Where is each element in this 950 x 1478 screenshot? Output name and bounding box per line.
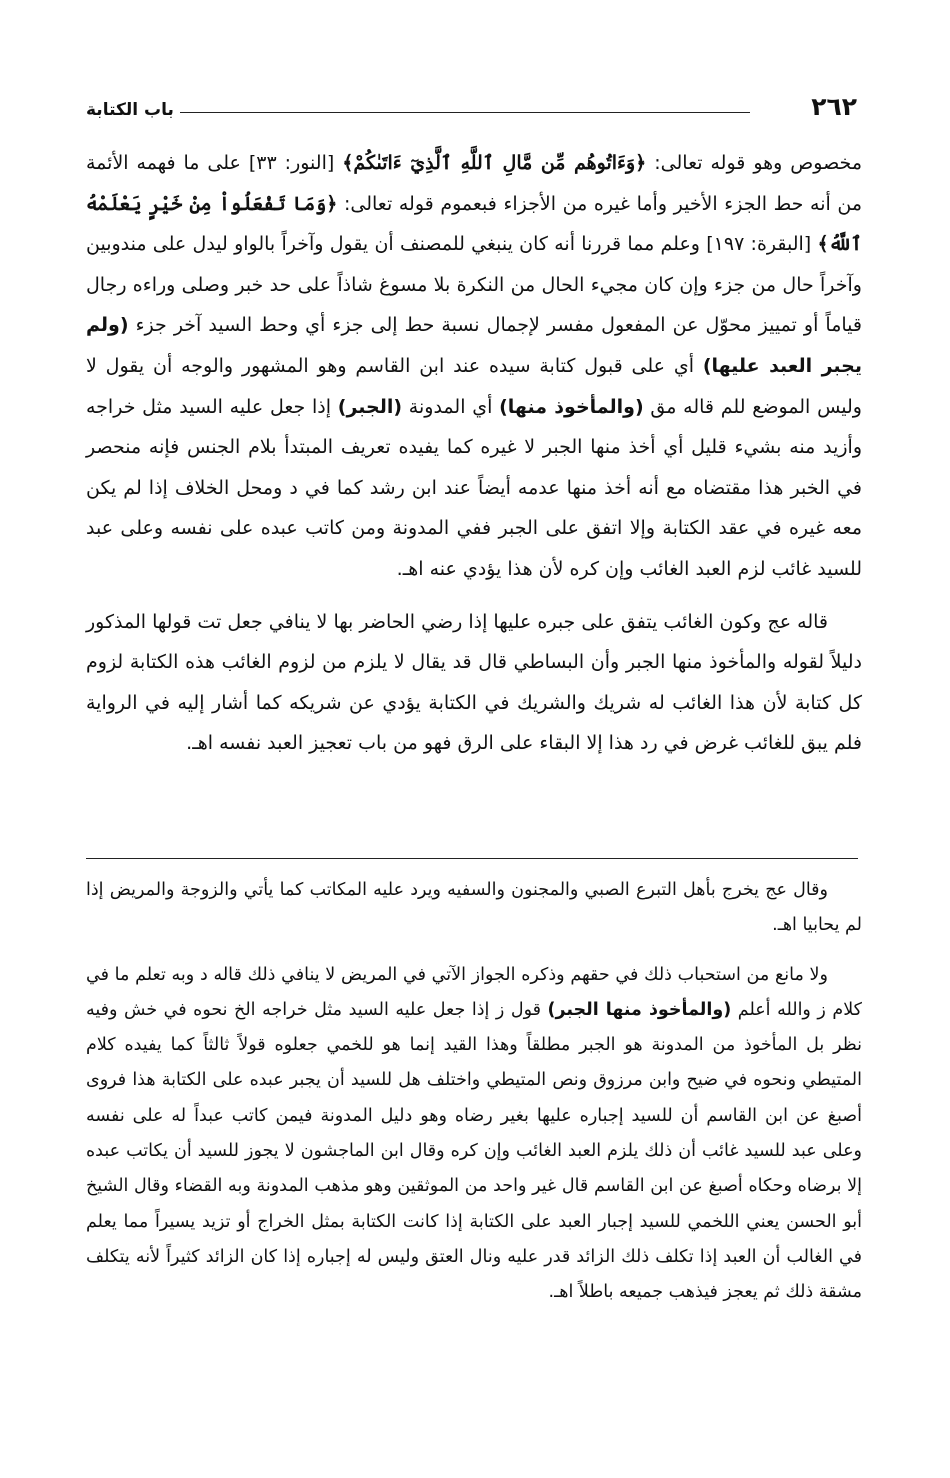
text-run: إذا جعل عليه السيد مثل خراجه وأزيد منه بشيء قليل أي أخذ منها الجبر لا غيره كما يفيده تعريف المبتدأ بلام الجنس فإنه منحصر في الخبر هذا مقتضاه مع أنه أخذ منها عدمه أيضاً عند ابن رشد كما في د ومحل الخلاف إذا لم يكن معه غيره في عقد الكتابة وإلا اتفق على الجبر ففي المدونة ومن كاتب عبده على نفسه وعلى عبد للسيد غائب لزم العبد الغائب وإن كره لأن هذا يؤدي عنه اهـ. bbox=[86, 395, 862, 580]
note-paragraph-1: وقال عج يخرج بأهل التبرع الصبي والمجنون والسفيه ويرد عليه المكاتب كما يأتي والزوجة والمريض إذا لم يحابيا اهـ. bbox=[86, 880, 862, 936]
matn-quote: (والمأخوذ منها) bbox=[499, 395, 644, 418]
header-rule bbox=[180, 112, 750, 113]
text-run: [النور: ٣٣] على ما فهمه الأئمة من أنه حط الجزء الأخير وأما غيره من الأجزاء فبعموم قوله تعالى: bbox=[86, 152, 863, 215]
matn-quote: (والمأخوذ منها الجبر) bbox=[547, 999, 732, 1020]
text-run: أي على قبول كتابة سيده عند ابن القاسم وهو المشهور والوجه أن يقول لا وليس الموضع للم قاله مق bbox=[86, 354, 862, 418]
text-run: [البقرة: ١٩٧] وعلم مما قررنا أنه كان ينبغي للمصنف أن يقول وآخراً بالواو ليدل على مندوبين وآخراً حال من جزء وإن كان مجيء الحال من النكرة بلا مسوغ شاذاً على حد خبر وصلى وراءه رجال قياماً أو تمييز محوّل عن المفعول مفسر لإجمال نسبة حط إلى جزء أي وحط السيد آخر جزء bbox=[86, 233, 862, 337]
matn-quote: (الجبر) bbox=[337, 395, 403, 418]
text-run: ولا مانع من استحباب ذلك في حقهم وذكره الجواز الآتي في المريض لا ينافي ذلك قاله د وبه تعلم ما في كلام ز والله أعلم bbox=[86, 964, 863, 1020]
main-paragraph-1 bbox=[86, 143, 862, 590]
chapter-title: باب الكتابة bbox=[86, 100, 174, 120]
commentary-notes bbox=[86, 873, 862, 1311]
quran-verse-nur: ﴿وَءَاتُوهُم مِّن مَّالِ ٱللَّهِ ٱلَّذِيٓ ءَاتَىٰكُمْ﴾ bbox=[342, 152, 647, 174]
page-header bbox=[86, 88, 857, 122]
text-run: قول ز إذا جعل عليه السيد مثل خراجه الخ نحوه في خش وفيه نظر بل المأخوذ من المدونة هو الجبر مطلقاً وهذا القيد إنما هو للخمي جعلوه قولاً ثالثاً كما يفيده كلام المتيطي ونحوه في ضيح وابن مرزوق ونص المتيطي واختلف هل للسيد أن يجبر عبده على الكتابة هذا فروى أصبغ عن ابن القاسم أن للسيد إجباره عليها بغير رضاه وهو دليل المدونة فيمن كاتب عبداً له على نفسه وعلى عبد للسيد غائب أن ذلك يلزم العبد الغائب وإن كره وقال ابن الماجشون لا يجوز للسيد أن يكاتب عبده إلا برضاه وحكاه أصبغ عن ابن القاسم قال غير واحد من الموثقين وهو مذهب المدونة وبه القضاء وقال الشيخ أبو الحسن يعني اللخمي للسيد إجبار العبد على الكتابة إذا كانت الكتابة بمثل الخراج أو تزيد يسيراً مما يعلم في الغالب أن العبد إذا تكلف ذلك الزائد قدر عليه ونال العتق وليس له إجباره إذا كان الزائد كثيراً لأنه يتكلف مشقة ذلك ثم يعجز فيذهب جميعه باطلاً اهـ. bbox=[86, 999, 862, 1303]
matn-quote: (ولم يجبر العبد عليها) bbox=[86, 314, 862, 377]
main-paragraph-2: قاله عج وكون الغائب يتفق على جبره عليها إذا رضي الحاضر بها لا ينافي جعل تت قولها المذكور دليلاً لقوله والمأخوذ منها الجبر وأن البساطي قال قد يقال لا يلزم من لزوم الغائب هذه الكتابة لزوم كل كتابة لأن هذا الغائب له شريك والشريك في الكتابة يؤدي عن شريكه كما أشار إليه في الرواية فلم يبق للغائب غرض في رد هذا إلا البقاء على الرق فهو من باب تعجيز العبد نفسه اهـ. bbox=[86, 610, 862, 755]
note-paragraph-2 bbox=[86, 958, 862, 1311]
footnote-rule bbox=[86, 858, 858, 859]
quran-verse-baqara: ﴿وَمَا تَفْعَلُواْ مِنْ خَيْرٍ يَعْلَمْهُ ٱللَّهُ﴾ bbox=[86, 192, 862, 256]
main-text bbox=[86, 143, 862, 764]
page-number: ٢٦٢ bbox=[811, 92, 857, 121]
text-run: مخصوص وهو قوله تعالى: bbox=[646, 152, 862, 174]
text-run: أي المدونة bbox=[402, 395, 500, 418]
